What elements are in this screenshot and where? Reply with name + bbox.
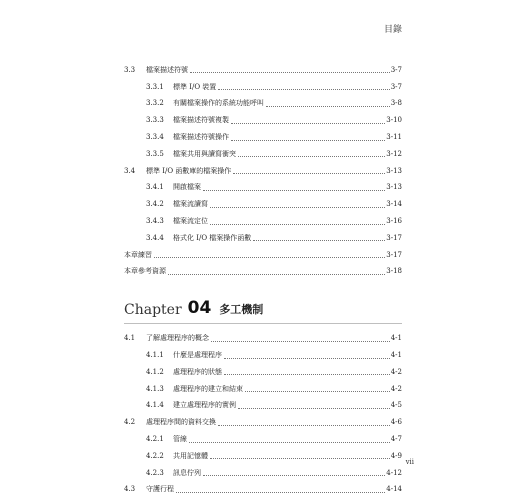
toc-entry-page: 3-13	[386, 183, 402, 192]
running-header: 目錄	[383, 25, 402, 35]
dot-leader	[203, 189, 385, 191]
toc-entry-title: 檔案流讀寫	[173, 200, 208, 209]
toc-entry-number: 4.2.3	[146, 468, 164, 477]
toc-entry-page: 3-13	[386, 166, 402, 175]
dot-leader	[190, 71, 390, 73]
toc-entry-title: 標準 I/O 裝置	[173, 82, 217, 91]
toc-entry-page: 3-17	[386, 250, 402, 259]
dot-leader	[176, 491, 385, 493]
dot-leader	[218, 424, 390, 426]
dot-leader	[233, 172, 385, 174]
toc-entry-number: 4.1.3	[146, 384, 164, 393]
toc-entry-number: 3.3	[124, 65, 136, 74]
toc-entry[interactable]	[124, 62, 402, 79]
toc-entry-number: 3.3.1	[146, 82, 164, 91]
dot-leader	[154, 256, 385, 258]
toc-entry-page: 3-8	[390, 99, 402, 108]
toc-entry-page: 4-1	[390, 334, 402, 343]
toc-entry-page: 4-9	[390, 451, 402, 460]
toc-entry-number: 4.2.2	[146, 451, 164, 460]
toc-entry-page: 3-11	[386, 133, 402, 142]
chapter-heading	[124, 290, 402, 324]
toc-entry[interactable]	[124, 414, 402, 431]
toc-entry-number: 4.2.1	[146, 435, 164, 444]
toc-entry-title: 檔案描述符號複製	[173, 116, 229, 125]
toc-entry[interactable]	[124, 129, 402, 146]
toc-entry-title: 什麼是處理程序	[173, 351, 222, 360]
chapter-word: Chapter	[124, 302, 182, 319]
dot-leader	[203, 474, 385, 476]
toc-entry-title: 本章練習	[124, 250, 152, 259]
dot-leader	[210, 206, 385, 208]
toc-entry-title: 檔案流定位	[173, 217, 208, 226]
dot-leader	[210, 223, 385, 225]
toc-entry-number: 4.3	[124, 485, 136, 494]
toc-entry-page: 4-2	[390, 384, 402, 393]
toc-entry-page: 3-7	[390, 65, 402, 74]
table-of-contents	[124, 62, 402, 498]
toc-entry-title: 守護行程	[146, 485, 174, 494]
chapter-number: 04	[187, 298, 212, 319]
dot-leader	[238, 155, 385, 157]
toc-entry-title: 處理程序的狀態	[173, 367, 222, 376]
dot-leader	[238, 407, 390, 409]
toc-entry[interactable]	[124, 398, 402, 415]
toc-entry[interactable]	[124, 264, 402, 281]
toc-entry-title: 管線	[173, 435, 187, 444]
dot-leader	[210, 457, 390, 459]
toc-entry-title: 開啟檔案	[173, 183, 201, 192]
toc-entry-page: 4-12	[386, 468, 402, 477]
dot-leader	[168, 273, 385, 275]
toc-entry-number: 3.3.2	[146, 99, 164, 108]
toc-entry-title: 格式化 I/O 檔案操作函數	[173, 233, 252, 242]
dot-leader	[231, 139, 385, 141]
toc-entry[interactable]	[124, 180, 402, 197]
toc-entry[interactable]	[124, 465, 402, 482]
toc-entry-page: 4-7	[390, 435, 402, 444]
toc-entry-title: 本章參考資源	[124, 267, 166, 276]
toc-section-chapter-4	[124, 330, 402, 498]
toc-entry[interactable]	[124, 347, 402, 364]
toc-entry[interactable]	[124, 146, 402, 163]
toc-entry[interactable]	[124, 431, 402, 448]
toc-entry-page: 4-5	[390, 401, 402, 410]
toc-entry-page: 3-16	[386, 217, 402, 226]
toc-entry[interactable]	[124, 196, 402, 213]
toc-entry-number: 3.4.1	[146, 183, 164, 192]
toc-entry-number: 4.1.2	[146, 367, 164, 376]
toc-entry-number: 4.1.1	[146, 351, 164, 360]
toc-entry[interactable]	[124, 247, 402, 264]
toc-entry[interactable]	[124, 213, 402, 230]
toc-entry-page: 4-1	[390, 351, 402, 360]
toc-entry-page: 3-18	[386, 267, 402, 276]
toc-entry-title: 建立處理程序的實例	[173, 401, 236, 410]
page-number: vii	[405, 458, 414, 466]
dot-leader	[266, 105, 390, 107]
dot-leader	[224, 357, 390, 359]
toc-entry-page: 3-17	[386, 233, 402, 242]
toc-entry-number: 3.4.3	[146, 217, 164, 226]
toc-entry-title: 了解處理程序的概念	[146, 334, 209, 343]
toc-entry-title: 標準 I/O 函數庫的檔案操作	[146, 166, 232, 175]
dot-leader	[245, 390, 390, 392]
toc-entry-page: 4-14	[386, 485, 402, 494]
toc-entry[interactable]	[124, 163, 402, 180]
dot-leader	[224, 373, 390, 375]
toc-entry-title: 檔案描述符號操作	[173, 133, 229, 142]
toc-entry-title: 有關檔案操作的系統功能呼叫	[173, 99, 264, 108]
toc-entry-page: 3-7	[390, 82, 402, 91]
toc-entry[interactable]	[124, 448, 402, 465]
toc-entry-number: 3.4	[124, 166, 136, 175]
toc-entry[interactable]	[124, 364, 402, 381]
toc-entry[interactable]	[124, 79, 402, 96]
toc-entry-title: 處理程序的建立和結束	[173, 384, 243, 393]
toc-entry-page: 4-6	[390, 418, 402, 427]
toc-entry[interactable]	[124, 230, 402, 247]
toc-entry[interactable]	[124, 381, 402, 398]
toc-entry-number: 4.2	[124, 418, 136, 427]
toc-entry[interactable]	[124, 482, 402, 499]
toc-entry-number: 3.3.5	[146, 149, 164, 158]
toc-entry-number: 3.4.2	[146, 200, 164, 209]
toc-entry-number: 3.3.3	[146, 116, 164, 125]
toc-section-chapter-3	[124, 62, 402, 280]
toc-entry-page: 3-12	[386, 149, 402, 158]
toc-entry[interactable]	[124, 112, 402, 129]
dot-leader	[253, 239, 385, 241]
toc-entry-title: 訊息佇列	[173, 468, 201, 477]
toc-entry[interactable]	[124, 330, 402, 347]
dot-leader	[211, 340, 390, 342]
toc-entry-page: 3-14	[386, 200, 402, 209]
toc-entry-page: 4-2	[390, 367, 402, 376]
toc-entry-title: 共用記憶體	[173, 451, 208, 460]
dot-leader	[231, 122, 385, 124]
toc-entry-number: 3.3.4	[146, 133, 164, 142]
toc-entry-number: 4.1	[124, 334, 136, 343]
chapter-title: 多工機制	[219, 303, 264, 317]
toc-entry-page: 3-10	[386, 116, 402, 125]
dot-leader	[218, 88, 389, 90]
toc-entry-title: 處理程序間的資料交換	[146, 418, 216, 427]
toc-entry[interactable]	[124, 96, 402, 113]
toc-entry-number: 3.4.4	[146, 233, 164, 242]
dot-leader	[189, 441, 390, 443]
toc-entry-number: 4.1.4	[146, 401, 164, 410]
toc-entry-title: 檔案描述符號	[146, 65, 188, 74]
toc-entry-title: 檔案共用與讀寫衝突	[173, 149, 236, 158]
